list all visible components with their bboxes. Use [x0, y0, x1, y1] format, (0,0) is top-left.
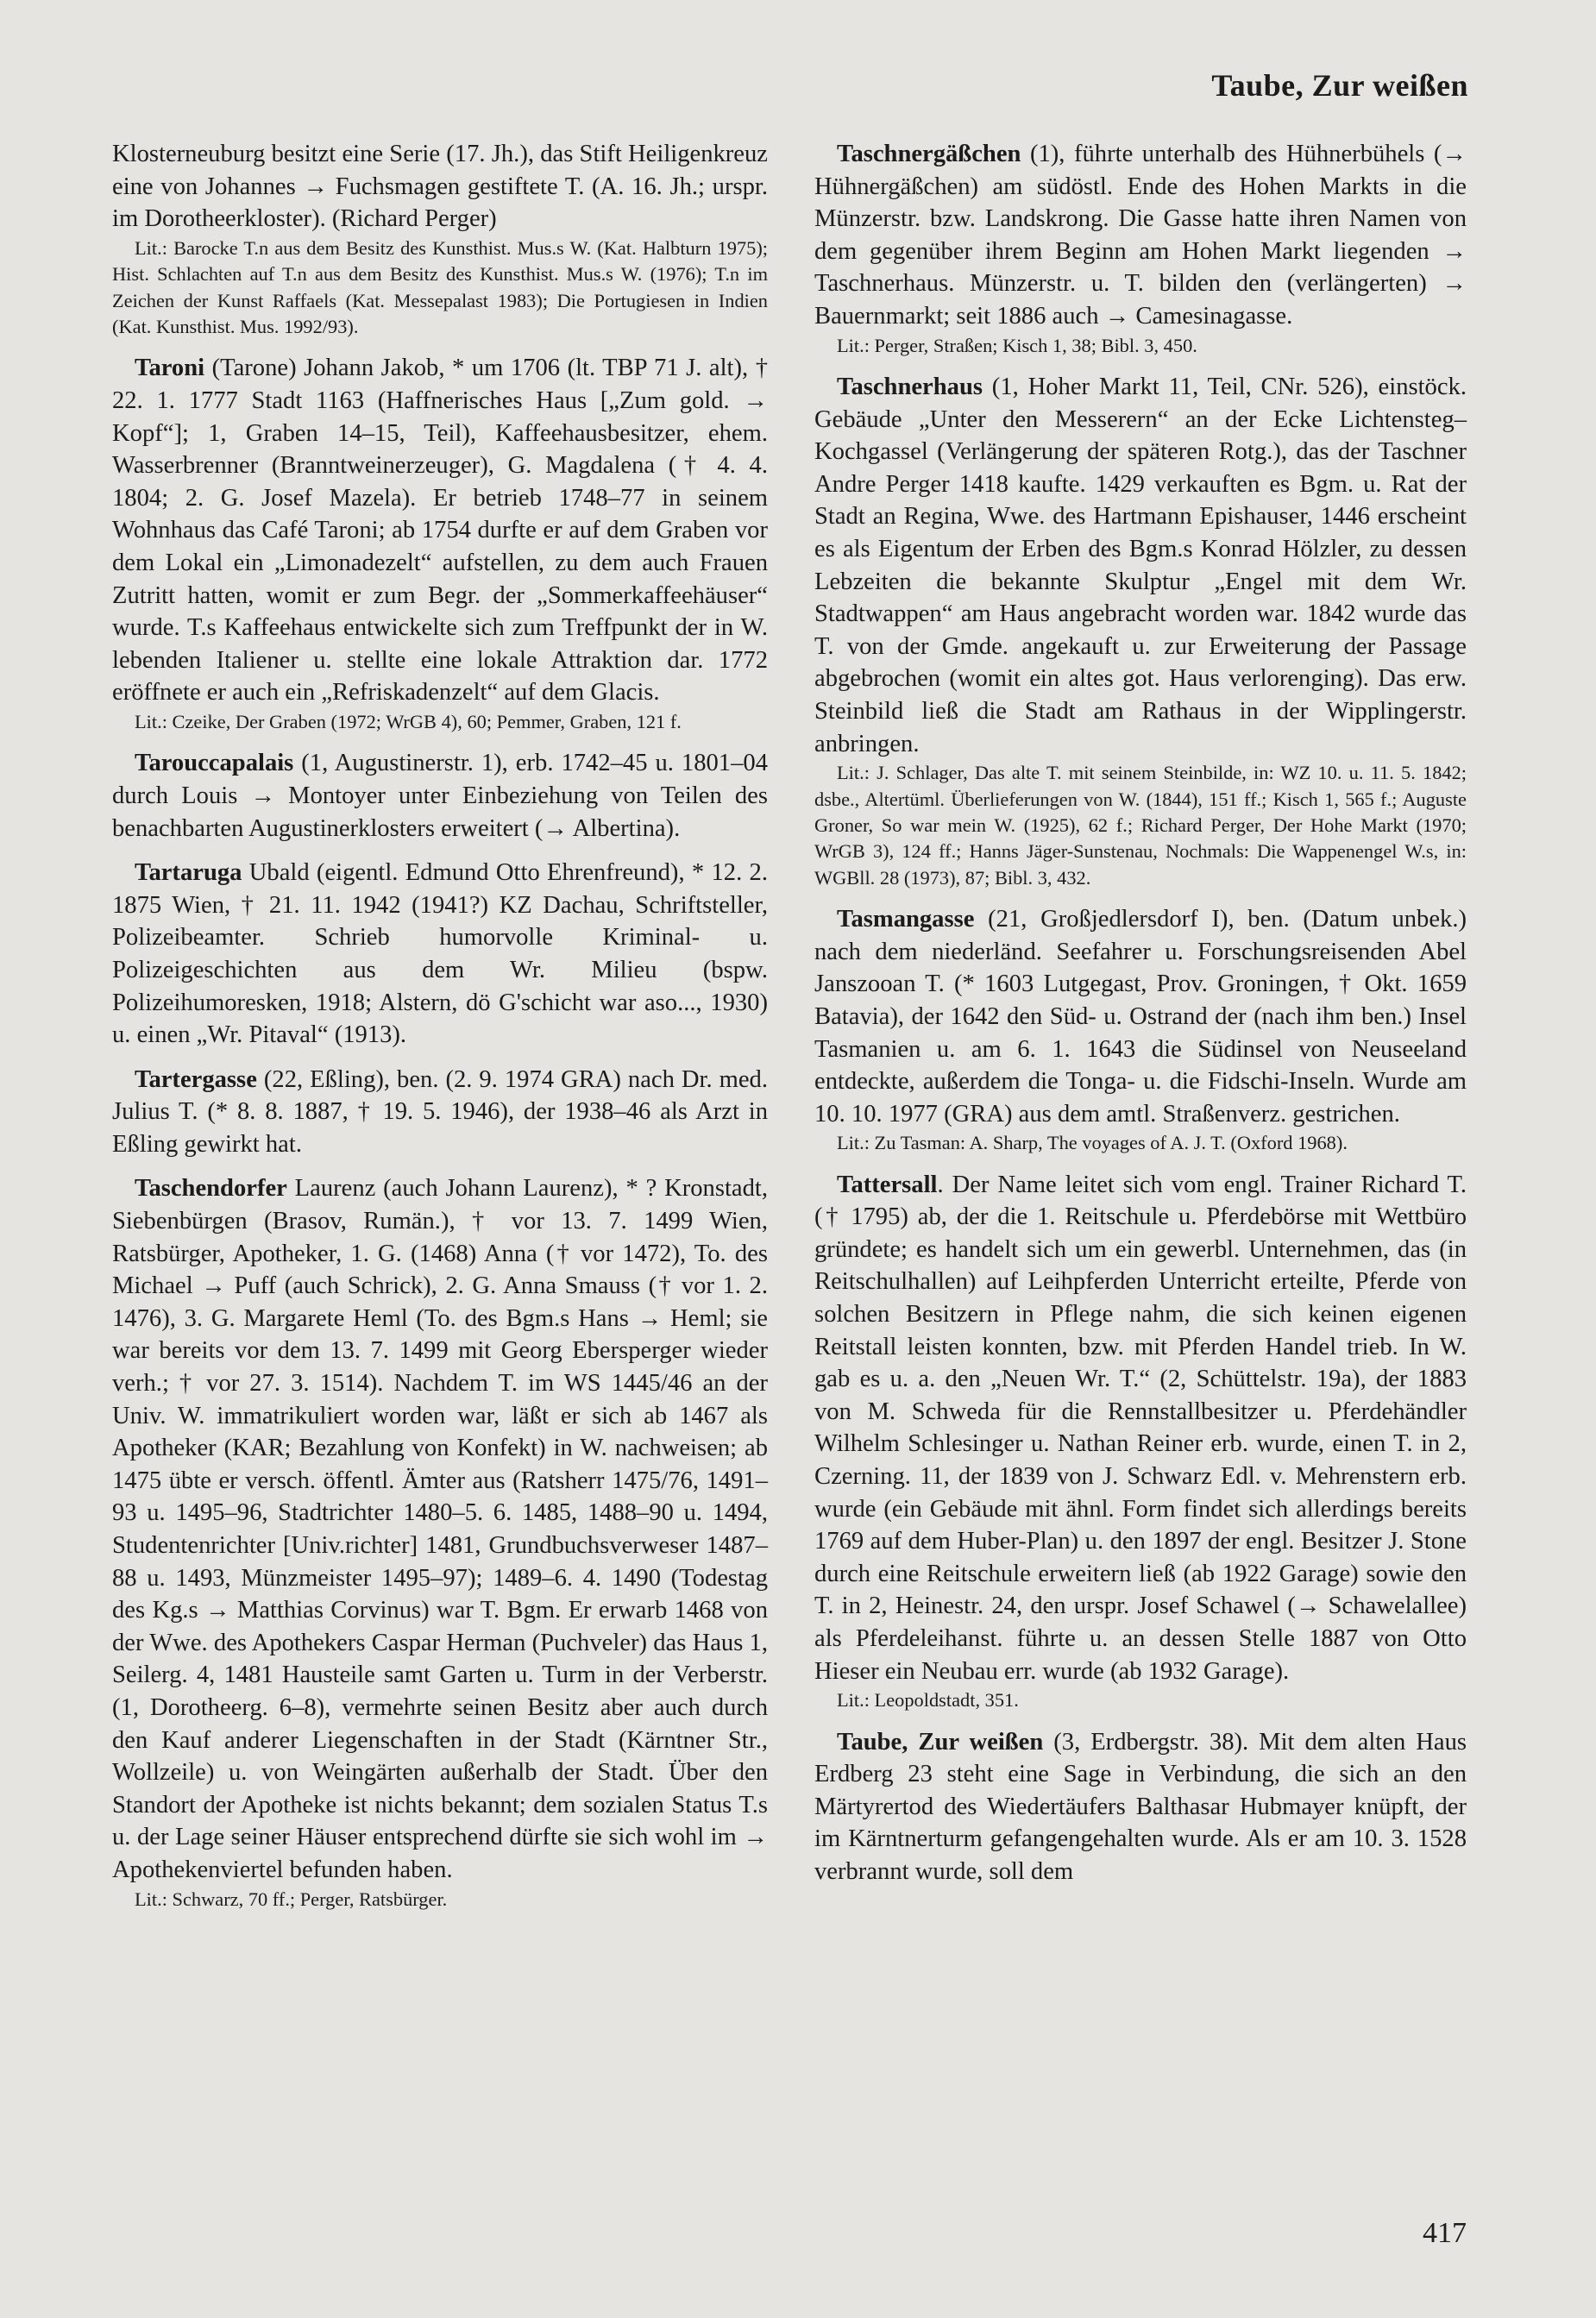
- left-column: [112, 138, 768, 1925]
- entry-text: [814, 903, 1467, 1130]
- entry-text: [814, 1169, 1467, 1688]
- entry-taschnergaesschen: [814, 138, 1467, 359]
- entry-body: (21, Großjedlersdorf I), ben. (Datum unbek.) nach dem niederländ. Seefahrer u. Forschungsreisenden Abel Janszooan T. (* 1603 Lutgegast, Prov. Groningen, † Okt. 1659 Batavia), der 1642 den Süd- u. Ostrand der (nach ihm ben.) Insel Tasmanien u. am 6. 1. 1643 die Südinsel von Neuseeland entdeckte, außerdem die Tonga- u. die Fidschi-Inseln. Wurde am 10. 10. 1977 (GRA) aus dem amtl. Straßenverz. gestrichen.: [814, 906, 1467, 1128]
- literature: Lit.: Zu Tasman: A. Sharp, The voyages of A. J. T. (Oxford 1968).: [837, 1132, 1348, 1154]
- entry-continuation: [112, 138, 768, 340]
- entry-headword: Tasmangasse: [837, 906, 975, 933]
- entry-headword: Taschendorfer: [135, 1175, 287, 1203]
- literature: Lit.: Czeike, Der Graben (1972; WrGB 4), 60; Pemmer, Graben, 121 f.: [135, 710, 682, 732]
- entry-body: Laurenz (auch Johann Laurenz), * ? Kronstadt, Siebenbürgen (Brasov, Rumän.), † vor 13. 7. 1499 Wien, Ratsbürger, Apotheker, 1. G. (1468) Anna († vor 1472), To. des Michael → Puff (auch Schrick), 2. G. Anna Smauss († vor 1. 2. 1476), 3. G. Margarete Heml (To. des Bgm.s Hans → Heml; sie war bereits vor dem 13. 7. 1499 mit Georg Ebersperger wieder verh.; † vor 27. 3. 1514). Nachdem T. im WS 1445/46 an der Univ. W. immatrikuliert worden war, läßt er sich ab 1467 als Apotheker (KAR; Bezahlung von Konfekt) in W. nachweisen; ab 1475 übte er versch. öffentl. Ämter aus (Ratsherr 1475/76, 1491–93 u. 1495–96, Stadtrichter 1480–5. 6. 1485, 1488–90 u. 1494, Studentenrichter [Univ.richter] 1481, Grundbuchsverweser 1487–88 u. 1493, Münzmeister 1495–97); 1489–6. 4. 1490 (Todestag des Kg.s → Matthias Corvinus) war T. Bgm. Er erwarb 1468 von der Wwe. des Apothekers Caspar Herman (Puchveler) das Haus 1, Seilerg. 4, 1481 Hausteile samt Garten u. Turm in der Verberstr. (1, Dorotheerg. 6–8), vermehrte seinen Besitz aber auch durch den Kauf anderer Liegenschaften in der Stadt (Kärntner Str., Wollzeile) u. von Weingärten außerhalb der Stadt. Über den Standort der Apotheke ist nichts bekannt; dem sozialen Status T.s u. der Lage seiner Häuser entsprechend dürfte sie sich wohl im → Apothekenviertel befunden haben.: [112, 1175, 768, 1883]
- literature: Lit.: Barocke T.n aus dem Besitz des Kunsthist. Mus.s W. (Kat. Halbturn 1975); Hist. Schlachten auf T.n aus dem Besitz des Kunsthist. Mus.s W. (1976); T.n im Zeichen der Kunst Raffaels (Kat. Messepalast 1983); Die Portugiesen in Indien (Kat. Kunsthist. Mus. 1992/93).: [112, 236, 768, 337]
- right-column: [814, 138, 1467, 1900]
- entry-tasmangasse: [814, 903, 1467, 1157]
- entry-body: . Der Name leitet sich vom engl. Trainer Richard T. († 1795) ab, der die 1. Reitschule u. Pferdebörse mit Wettbüro gründete; es handelt sich um ein gewerbl. Unternehmen, das (in Reitschulhallen) auf Leihpferden Unterricht erteilte, Pferde von solchen Besitzern in Pflege nahm, die sich keinen eigenen Reitstall leisten konnten, bzw. mit Pferden Handel trieb. In W. gab es u. a. den „Neuen Wr. T.“ (2, Schüttelstr. 19a), der 1883 von M. Schweda für die Rennstallbesitzer u. Pferdehändler Wilhelm Schlesinger u. Nathan Reiner erb. wurde, einen T. in 2, Czerning. 11, der 1839 von J. Schwarz Edl. v. Mehrenstern erb. wurde (ein Gebäude mit ähnl. Form findet sich allerdings bereits 1769 auf dem Huber-Plan) u. den 1897 der engl. Besitzer J. Stone durch eine Reitschule erweitern ließ (ab 1922 Garage) sowie den T. in 2, Heinestr. 24, den urspr. Josef Schawel (→ Schawelallee) als Pferdeleihanst. führte u. an dessen Stelle 1887 von Otto Hieser ein Neubau err. wurde (ab 1932 Garage).: [814, 1171, 1467, 1685]
- entry-body: (Tarone) Johann Jakob, * um 1706 (lt. TBP 71 J. alt), † 22. 1. 1777 Stadt 1163 (Haffnerisches Haus [„Zum gold. → Kopf“]; 1, Graben 14–15, Teil), Kaffeehausbesitzer, ehem. Wasserbrenner (Branntweinerzeuger), G. Magdalena († 4. 4. 1804; 2. G. Josef Mazela). Er betrieb 1748–77 in seinem Wohnhaus das Café Taroni; ab 1754 durfte er auf dem Graben vor dem Lokal ein „Limonadezelt“ aufstellen, zu dem auch Frauen Zutritt hatten, womit er zum Begr. der „Sommerkaffeehäuser“ wurde. T.s Kaffeehaus entwickelte sich zum Treffpunkt der in W. lebenden Italiener u. stellte eine lokale Attraktion dar. 1772 eröffnete er auch ein „Refriskadenzelt“ auf dem Glacis.: [112, 355, 768, 707]
- entry-body: Klosterneuburg besitzt eine Serie (17. Jh.), das Stift Heiligenkreuz eine von Johannes → Fuchsmagen gestiftete T. (A. 16. Jh.; urspr. im Dorotheerkloster). (Richard Perger): [112, 141, 768, 233]
- entry-body: (1, Hoher Markt 11, Teil, CNr. 526), einstöck. Gebäude „Unter den Messerern“ an der Ecke Lichtensteg–Kochgassel (Verlängerung der späteren Rotg.), das der Taschner Andre Perger 1418 kaufte. 1429 verkauften es Bgm. u. Rat der Stadt an Regina, Wwe. des Hartmann Epishauser, 1446 erscheint es als Eigentum der Erben des Bgm.s Konrad Hölzler, zu dessen Lebzeiten die bekannte Skulptur „Engel mit dem Wr. Stadtwappen“ am Haus angebracht worden war. 1842 wurde das T. von der Gmde. angekauft u. zur Erweiterung der Passage abgebrochen (womit ein altes got. Haus verlorenging). Das erw. Steinbild ließ die Stadt am Rathaus in der Wipplingerstr. anbringen.: [814, 373, 1467, 757]
- entry-text: [112, 1064, 768, 1161]
- entry-tartergasse: [112, 1064, 768, 1161]
- entry-text: [112, 352, 768, 709]
- entry-tartaruga: [112, 857, 768, 1052]
- literature: Lit.: J. Schlager, Das alte T. mit seinem Steinbilde, in: WZ 10. u. 11. 5. 1842; dsbe., Altertüml. Überlieferungen von W. (1844), 151 ff.; Kisch 1, 565 f.; Auguste Groner, So war mein W. (1925), 62 f.; Richard Perger, Der Hohe Markt (1970; WrGB 3), 124 ff.; Hanns Jäger-Sunstenau, Nochmals: Die Wappenengel W.s, in: WGBll. 28 (1973), 87; Bibl. 3, 432.: [814, 762, 1467, 889]
- entry-headword: Tartaruga: [135, 859, 242, 887]
- entry-text: [112, 1172, 768, 1886]
- entry-headword: Taube, Zur weißen: [837, 1728, 1044, 1756]
- entry-headword: Tarouccapalais: [135, 750, 294, 777]
- entry-body: Ubald (eigentl. Edmund Otto Ehrenfreund), * 12. 2. 1875 Wien, † 21. 11. 1942 (1941?) KZ Dachau, Schriftsteller, Polizeibeamter. Schrieb humorvolle Kriminal- u. Polizeigeschichten aus dem Wr. Milieu (bspw. Polizeihumoresken, 1918; Alstern, dö G'schicht war aso..., 1930) u. einen „Wr. Pitaval“ (1913).: [112, 859, 768, 1049]
- entry-taschnerhaus: [814, 371, 1467, 891]
- entry-body: (1), führte unterhalb des Hühnerbühels (→ Hühnergäßchen) am südöstl. Ende des Hohen Markts in die Münzerstr. bzw. Landskrong. Die Gasse hatte ihren Namen von dem gegenüber ihrem Beginn am Hohen Markt liegenden → Taschnerhaus. Münzerstr. u. T. bilden den (verlängerten) → Bauernmarkt; seit 1886 auch → Camesinagasse.: [814, 141, 1467, 330]
- entry-tattersall: [814, 1169, 1467, 1714]
- entry-headword: Taroni: [135, 355, 205, 382]
- page-number: 417: [1423, 2217, 1467, 2249]
- entry-body: (22, Eßling), ben. (2. 9. 1974 GRA) nach Dr. med. Julius T. (* 8. 8. 1887, † 19. 5. 1946), der 1938–46 als Arzt in Eßling gewirkt hat.: [112, 1065, 768, 1158]
- entry-taube-zur-weissen: [814, 1726, 1467, 1888]
- entry-text: [814, 371, 1467, 760]
- entry-taroni: [112, 352, 768, 735]
- entry-headword: Tartergasse: [135, 1065, 257, 1093]
- entry-tarouccapalais: [112, 747, 768, 845]
- entry-text: [814, 1726, 1467, 1888]
- entry-taschendorfer: [112, 1172, 768, 1912]
- entry-body: (1, Augustinerstr. 1), erb. 1742–45 u. 1801–04 durch Louis → Montoyer unter Einbeziehung von Teilen des benachbarten Augustinerklosters erweitert (→ Albertina).: [112, 750, 768, 842]
- entry-text: [112, 857, 768, 1052]
- literature: Lit.: Schwarz, 70 ff.; Perger, Ratsbürger.: [135, 1888, 448, 1910]
- running-head: Taube, Zur weißen: [1211, 68, 1468, 103]
- entry-headword: Tattersall: [837, 1171, 938, 1198]
- entry-text: [814, 138, 1467, 333]
- literature: Lit.: Perger, Straßen; Kisch 1, 38; Bibl. 3, 450.: [837, 334, 1197, 356]
- entry-body: (3, Erdbergstr. 38). Mit dem alten Haus Erdberg 23 steht eine Sage in Verbindung, die sich an den Märtyrertod des Wiedertäufers Balthasar Hubmayer knüpft, der im Kärntnerturm gefangengehalten wurde. Als er am 10. 3. 1528 verbrannt wurde, soll dem: [814, 1728, 1467, 1885]
- entry-headword: Taschnergäßchen: [837, 141, 1021, 167]
- literature: Lit.: Leopoldstadt, 351.: [837, 1689, 1019, 1712]
- entry-headword: Taschnerhaus: [837, 373, 983, 400]
- entry-text: [112, 747, 768, 845]
